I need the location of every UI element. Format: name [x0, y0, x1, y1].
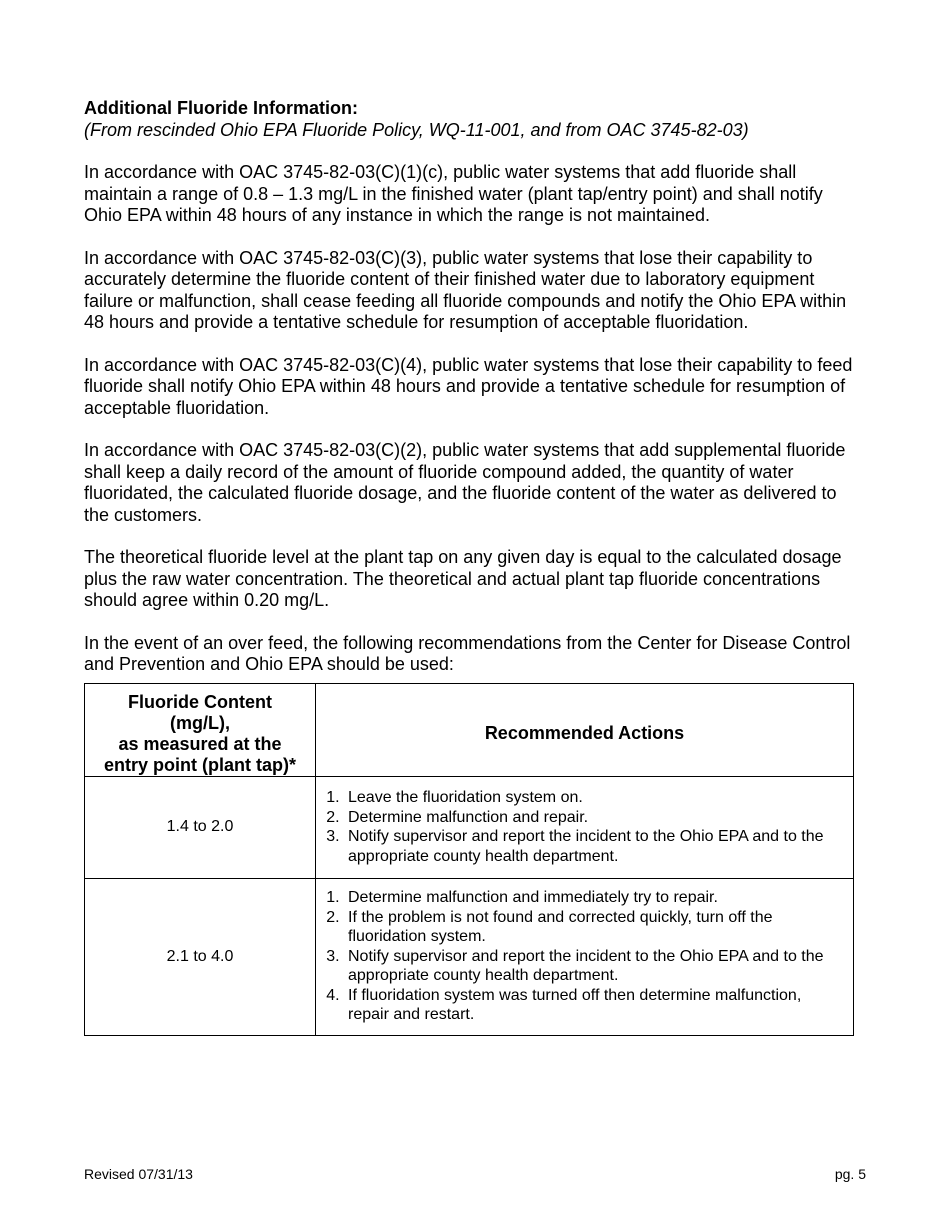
section-heading: Additional Fluoride Information: — [84, 98, 358, 118]
table-header-row — [85, 683, 854, 776]
footer-revised-date: Revised 07/31/13 — [84, 1166, 193, 1182]
list-item: 2. If the problem is not found and corrected quickly, turn off the fluoridation system. — [344, 908, 833, 947]
document-body — [84, 97, 854, 1036]
list-item: 2. Determine malfunction and repair. — [344, 808, 833, 828]
list-item: 4. If fluoridation system was turned off then determine malfunction, repair and restart. — [344, 986, 833, 1025]
actions-list — [322, 788, 833, 866]
section-source-note: (From rescinded Ohio EPA Fluoride Policy, WQ-11-001, and from OAC 3745-82-03) — [84, 120, 749, 140]
actions-cell — [316, 878, 854, 1035]
table-row — [85, 878, 854, 1035]
paragraph-theoretical-level: The theoretical fluoride level at the plant tap on any given day is equal to the calculated dosage plus the raw water concentration. The theoretical and actual plant tap fluoride concentrations should agree within 0.20 mg/L. — [84, 547, 842, 610]
paragraph-daily-record: In accordance with OAC 3745-82-03(C)(2), public water systems that add supplemental fluoride shall keep a daily record of the amount of fluoride compound added, the quantity of water fluoridated, the calculated fluoride dosage, and the fluoride content of the water as delivered to the customers. — [84, 440, 846, 525]
list-item: 3. Notify supervisor and report the incident to the Ohio EPA and to the appropriate county health department. — [344, 827, 833, 866]
paragraph-lab-failure: In accordance with OAC 3745-82-03(C)(3), public water systems that lose their capability to accurately determine the fluoride content of their finished water due to laboratory equipment failure or malfunction, shall cease feeding all fluoride compounds and notify the Ohio EPA within 48 hours and provide a tentative schedule for resumption of acceptable fluoridation. — [84, 247, 847, 332]
paragraph-range-requirement: In accordance with OAC 3745-82-03(C)(1)(c), public water systems that add fluoride shall maintain a range of 0.8 – 1.3 mg/L in the finished water (plant tap/entry point) and shall notify Ohio EPA within 48 hours of any instance in which the range is not maintained. — [84, 162, 823, 225]
actions-list — [322, 888, 833, 1025]
fluoride-range-cell: 2.1 to 4.0 — [85, 878, 316, 1035]
paragraph-feed-failure: In accordance with OAC 3745-82-03(C)(4), public water systems that lose their capability to feed fluoride shall notify Ohio EPA within 48 hours and provide a tentative schedule for resumption of acceptable fluoridation. — [84, 354, 853, 418]
actions-cell — [316, 776, 854, 878]
paragraph-overfeed-intro: In the event of an over feed, the following recommendations from the Center for Disease Control and Prevention and Ohio EPA should be used: — [84, 632, 851, 674]
fluoride-range-cell: 1.4 to 2.0 — [85, 776, 316, 878]
overfeed-actions-table — [84, 683, 854, 1036]
header-fluoride-content: Fluoride Content (mg/L), as measured at the entry point (plant tap)* — [85, 683, 316, 776]
list-item: 3. Notify supervisor and report the incident to the Ohio EPA and to the appropriate county health department. — [344, 947, 833, 986]
list-item: 1. Leave the fluoridation system on. — [344, 788, 833, 808]
table-row — [85, 776, 854, 878]
list-item: 1. Determine malfunction and immediately try to repair. — [344, 888, 833, 908]
header-recommended-actions: Recommended Actions — [316, 683, 854, 776]
footer-page-number: pg. 5 — [834, 1166, 866, 1182]
